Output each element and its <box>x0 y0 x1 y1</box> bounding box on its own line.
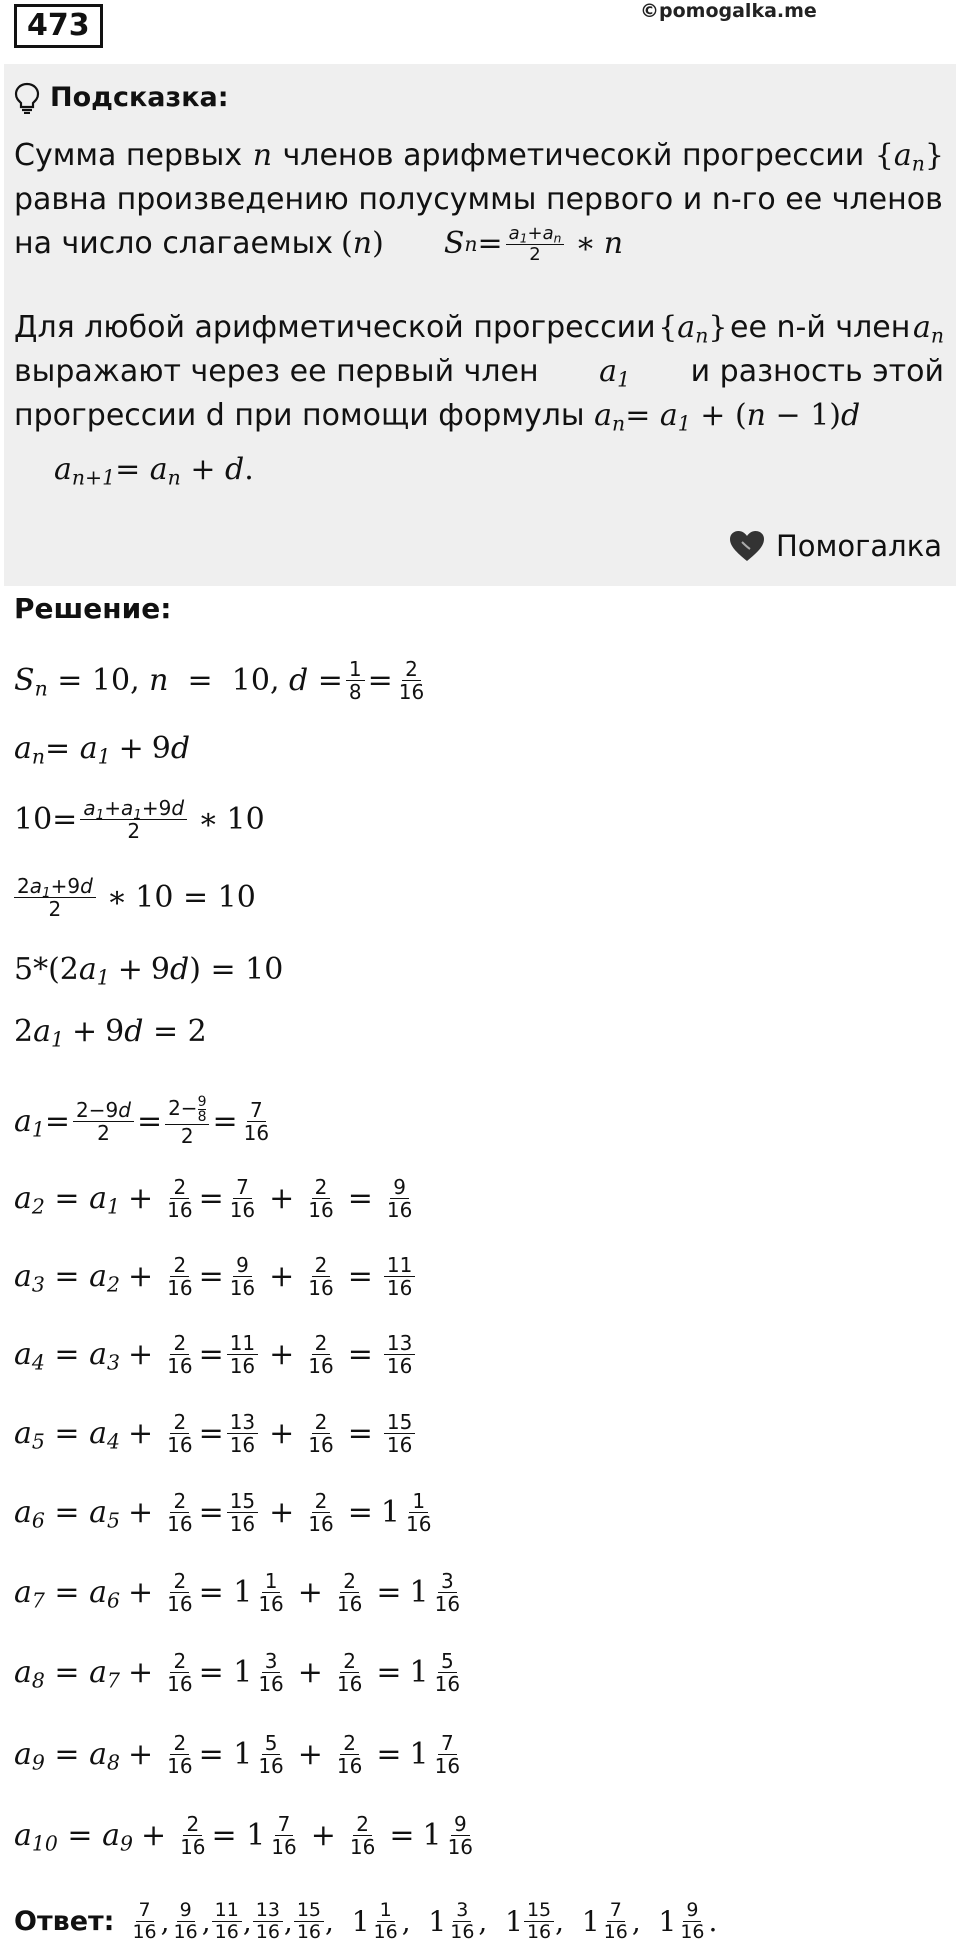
step-sum: 10= $\frac{a_1+a_1+9d}{2}$ ∗ 10 <box>14 795 265 843</box>
brand-label: Помогалка <box>776 529 942 563</box>
step-an: $a_n$ = $a_1$ + 9 d <box>14 730 191 769</box>
step-a2: $a_2$ = $a_1$ + $\frac{2}{16}$ = $\frac{7}{16}$ + $\frac{2}{16}$ = $\frac{9}{16}$ <box>14 1174 413 1222</box>
brand-badge <box>728 526 942 566</box>
answer: Ответ: $\frac{7}{16}$ , $\frac{9}{16}$ , $\frac{11}{16}$ , $\frac{13}{16}$ , $\frac{15}{16}$ , 1 $\frac{1}{16}$ , 1 $\frac{3}{16}$ , 1 $\frac{15}{16}$ , 1 $\frac{7}{16}$ , 1 $\frac{9}{16}$ . <box>14 1898 718 1943</box>
step-a1: $a_1$ = $\frac{2-9d}{2}$ = 2− $\frac{9}{8}$ 2 = $\frac{7}{16}$ <box>14 1094 270 1148</box>
step-a6: $a_6$ = $a_5$ + $\frac{2}{16}$ = $\frac{15}{16}$ + $\frac{2}{16}$ = 1 $\frac{1}{16}$ <box>14 1488 432 1536</box>
given-values: $S_n$ = 10, n = 10, d = $\frac{1}{8}$ = $\frac{2}{16}$ <box>14 656 425 704</box>
step-a7: $a_7$ = $a_6$ + $\frac{2}{16}$ = 1 $\frac{1}{16}$ + $\frac{2}{16}$ = 1 $\frac{3}{16}$ <box>14 1568 461 1616</box>
problem-number: 473 <box>14 4 103 48</box>
hint-paragraph-sum: Сумма первых n членов арифметичесокй прогрессии $\{a_n\}$ равна произведению полусуммы первого и n-го ее членов на число слагаемых (n) S n = $\frac{a_1+a_n}{2}$ ∗ n <box>14 138 944 265</box>
hint-paragraph-nth-term: Для любой арифметической прогрессии $\{a_n\}$ ее n-й член $a_n$ выражают через ее первый член $a_1$ и разность этой прогрессии d при помощи формулы $a_n= a_1 + (n - 1)d$ $a_{n+1}= a_n + d$. <box>14 306 944 492</box>
step-sum-2: $\frac{2a_1+9d}{2}$ ∗ 10 = 10 <box>14 862 256 932</box>
step-linear: 2 $a_1$ + 9 d = 2 <box>14 1013 207 1052</box>
recurrence-formula: $a_{n+1}= a_n + d$. <box>54 452 254 490</box>
step-five: 5*(2 $a_1$ + 9 d ) = 10 <box>14 951 284 990</box>
step-a4: $a_4$ = $a_3$ + $\frac{2}{16}$ = $\frac{11}{16}$ + $\frac{2}{16}$ = $\frac{13}{16}$ <box>14 1319 418 1389</box>
sum-formula: S n = $\frac{a_1+a_n}{2}$ ∗ n <box>443 222 624 265</box>
hint-header <box>14 80 229 116</box>
heart-icon <box>728 529 766 563</box>
answer-label: Ответ: <box>14 1905 115 1937</box>
step-a10: $a_{10}$ = $a_9$ + $\frac{2}{16}$ = 1 $\frac{7}{16}$ + $\frac{2}{16}$ = 1 $\frac{9}{16}$ <box>14 1811 474 1859</box>
hint-title: Подсказка: <box>50 82 229 113</box>
step-a5: $a_5$ = $a_4$ + $\frac{2}{16}$ = $\frac{13}{16}$ + $\frac{2}{16}$ = $\frac{15}{16}$ <box>14 1398 418 1468</box>
step-a9: $a_9$ = $a_8$ + $\frac{2}{16}$ = 1 $\frac{5}{16}$ + $\frac{2}{16}$ = 1 $\frac{7}{16}$ <box>14 1730 461 1778</box>
step-a8: $a_8$ = $a_7$ + $\frac{2}{16}$ = 1 $\frac{3}{16}$ + $\frac{2}{16}$ = 1 $\frac{5}{16}$ <box>14 1648 461 1696</box>
site-watermark: ©pomogalka.me <box>640 0 817 22</box>
lightbulb-icon <box>14 82 40 114</box>
step-a3: $a_3$ = $a_2$ + $\frac{2}{16}$ = $\frac{9}{16}$ + $\frac{2}{16}$ = $\frac{11}{16}$ <box>14 1241 418 1311</box>
solution-heading: Решение: <box>14 592 172 625</box>
